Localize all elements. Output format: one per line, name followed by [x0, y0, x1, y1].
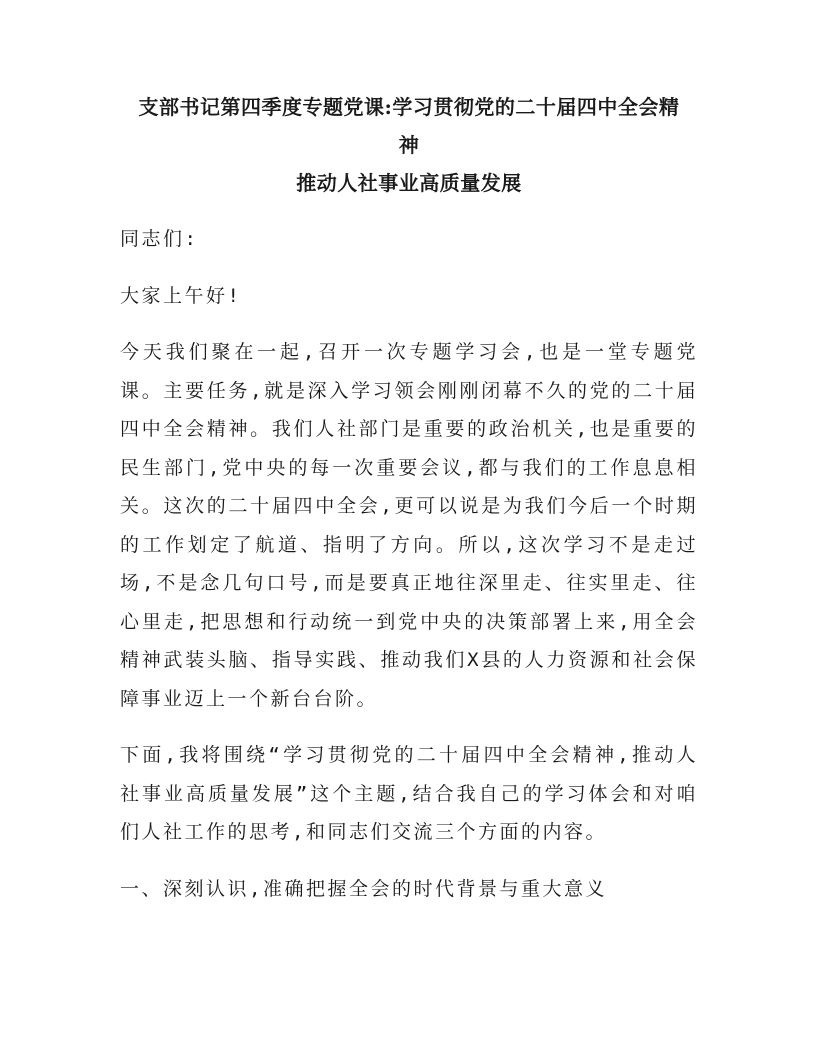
paragraph-outline: 下面,我将围绕“学习贯彻党的二十届四中全会精神,推动人社事业高质量发展”这个主题,结合我自己的学习体会和对咱们人社工作的思考,和同志们交流三个方面的内容。: [120, 744, 698, 843]
section-heading-1: 一、深刻认识,准确把握全会的时代背景与重大意义: [120, 877, 607, 900]
document-title-line-1: 支部书记第四季度专题党课:学习贯彻党的二十届四中全会精: [138, 95, 680, 119]
paragraph-intro: 今天我们聚在一起,召开一次专题学习会,也是一堂专题党课。主要任务,就是深入学习领会刚刚闭幕不久的党的二十届四中全会精神。我们人社部门是重要的政治机关,也是重要的民生部门,党中央的每一次重要会议,都与我们的工作息息相关。这次的二十届四中全会,更可以说是为我们今后一个时期的工作划定了航道、指明了方向。所以,这次学习不是走过场,不是念几句口号,而是要真正地往深里走、往实里走、往心里走,把思想和行动统一到党中央的决策部署上来,用全会精神武装头脑、指导实践、推动我们X县的人力资源和社会保障事业迈上一个新台台阶。: [120, 341, 698, 710]
document-subtitle: 推动人社事业高质量发展: [296, 171, 522, 195]
document-title-line-2: 神: [398, 133, 420, 157]
greeting: 大家上午好!: [120, 284, 242, 307]
salutation: 同志们:: [120, 228, 199, 250]
document-body: [120, 88, 698, 908]
